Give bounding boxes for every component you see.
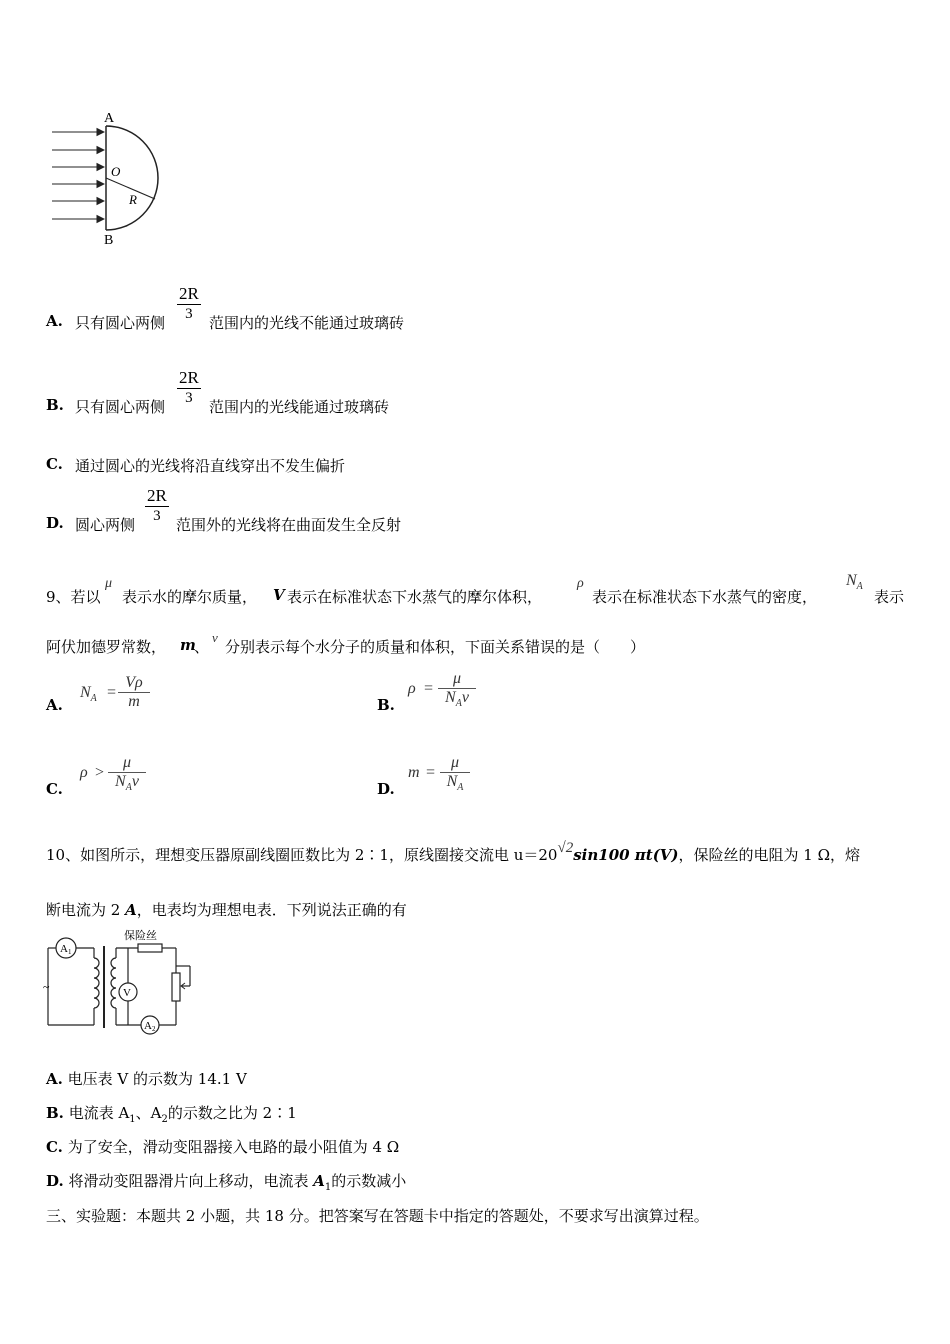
option-sub-2: 2 xyxy=(161,1114,168,1125)
q10-option-b xyxy=(46,1102,297,1125)
option-letter: A. xyxy=(46,1070,63,1088)
fraction-den-letter: N xyxy=(115,773,126,790)
q9-na-symbol xyxy=(846,572,863,592)
q9-line2-a: 阿伏加德罗常数， xyxy=(46,638,167,656)
option-mid: 、A xyxy=(135,1104,162,1122)
fraction-den-sub: A xyxy=(455,698,462,710)
label-a: A xyxy=(104,111,115,126)
section-3-heading: 三、实验题：本题共 2 小题，共 18 分。把答案写在答题卡中指定的答题处，不要求写出演算过程。 xyxy=(46,1207,709,1225)
q8-option-c-text: 通过圆心的光线将沿直线穿出不发生偏折 xyxy=(75,457,346,475)
q9-option-c-letter: C. xyxy=(46,780,63,798)
label-o: O xyxy=(111,164,121,179)
a1-letter: A xyxy=(60,943,68,955)
ac-source-symbol: ~ xyxy=(43,980,50,994)
q9-option-d-op: = xyxy=(425,764,436,781)
label-r: R xyxy=(129,192,137,207)
q9-text-1: 表示水的摩尔质量， xyxy=(122,588,258,606)
fraction-den-sub: A xyxy=(457,782,464,794)
lhs-sub: A xyxy=(90,693,97,705)
q8-option-d-pre: 圆心两侧 xyxy=(75,516,136,534)
q9-text-4: 表示 xyxy=(874,588,905,606)
transformer-circuit-figure xyxy=(42,928,202,1040)
q9-option-b-letter: B. xyxy=(377,696,395,714)
q10-option-a xyxy=(46,1068,247,1089)
option-pre: 将滑动变阻器滑片向上移动，电流表 xyxy=(68,1172,314,1190)
fraction-den-letter: N xyxy=(446,773,458,790)
option-letter: D. xyxy=(46,1172,64,1190)
option-sub-1: 1 xyxy=(129,1114,136,1125)
option-pre: 电流表 A xyxy=(68,1104,130,1122)
q10-line1 xyxy=(46,840,861,865)
fraction-numerator: μ xyxy=(452,670,462,687)
q9-option-a-op: = xyxy=(106,684,117,701)
na-letter: N xyxy=(846,572,857,589)
ammeter-a2-label xyxy=(144,1020,156,1033)
semicircle-glass-figure xyxy=(44,108,174,250)
q8-option-a-fraction xyxy=(177,284,201,323)
q9-option-d-lhs: m xyxy=(408,764,420,781)
label-b: B xyxy=(104,233,114,248)
q8-option-a-letter: A. xyxy=(46,312,63,330)
q10-line1-c: ，保险丝的电阻为 1 Ω，熔 xyxy=(678,846,861,864)
q10-line1-a: 10、如图所示，理想变压器原副线圈匝数比为 2∶1，原线圈接交流电 u＝20 xyxy=(46,846,558,864)
a2-letter: A xyxy=(144,1020,152,1032)
fraction-den-letter: N xyxy=(445,689,456,706)
q9-v-symbol: V xyxy=(273,586,285,604)
a1-sub: 1 xyxy=(67,948,72,956)
fraction-numerator: Vρ xyxy=(125,674,143,691)
fraction-numerator: 2R xyxy=(179,368,199,387)
q9-sep: 、 xyxy=(194,638,210,656)
q9-option-a-lhs xyxy=(80,684,97,704)
q10-sqrt: √2 xyxy=(557,840,574,856)
q9-option-b-fraction xyxy=(438,670,476,709)
fraction-den-sub: A xyxy=(125,782,132,794)
q9-rho-symbol: ρ xyxy=(577,576,584,591)
na-sub: A xyxy=(856,581,863,593)
q9-option-a-fraction xyxy=(118,674,150,711)
a2-sub: 2 xyxy=(151,1025,156,1033)
q8-option-b-post: 范围内的光线能通过玻璃砖 xyxy=(209,398,390,416)
fuse-label: 保险丝 xyxy=(124,930,157,942)
q8-option-b-letter: B. xyxy=(46,396,64,414)
option-text: 电压表 V 的示数为 14.1 V xyxy=(67,1070,247,1088)
option-letter: C. xyxy=(46,1138,63,1156)
option-sub-1: 1 xyxy=(324,1182,332,1193)
q9-option-b-op: = xyxy=(423,680,434,697)
q9-line2-b: 分别表示每个水分子的质量和体积，下面关系错误的是（ ） xyxy=(225,638,646,656)
ammeter-a1-label xyxy=(60,943,72,956)
fraction-denominator: 3 xyxy=(153,508,161,524)
fraction-den-tail: v xyxy=(461,689,469,706)
q9-prefix: 9、若以 xyxy=(46,588,101,606)
q8-option-d-letter: D. xyxy=(46,514,64,532)
q9-option-d-fraction xyxy=(440,754,470,793)
q8-option-c-letter: C. xyxy=(46,455,63,473)
q9-v-small-symbol: v xyxy=(212,630,218,645)
option-letter: B. xyxy=(46,1104,64,1122)
q9-m-symbol: m xyxy=(180,636,196,654)
q10-line2-b: ，电表均为理想电表．下列说法正确的有 xyxy=(136,901,407,919)
q8-option-a-pre: 只有圆心两侧 xyxy=(75,314,166,332)
option-text: 为了安全，滑动变阻器接入电路的最小阻值为 4 Ω xyxy=(67,1138,400,1156)
q10-line2-amp: A xyxy=(125,901,137,919)
fraction-den-tail: v xyxy=(131,773,139,790)
q10-option-d xyxy=(46,1170,406,1193)
lhs-letter: N xyxy=(80,684,91,701)
fraction-numerator: μ xyxy=(450,754,460,771)
fraction-numerator: μ xyxy=(122,754,132,771)
voltmeter-label: V xyxy=(123,987,131,999)
q8-option-d-post: 范围外的光线将在曲面发生全反射 xyxy=(176,516,402,534)
q9-option-c-fraction xyxy=(108,754,146,793)
q9-option-b-lhs: ρ xyxy=(408,680,416,697)
q8-option-a-post: 范围内的光线不能通过玻璃砖 xyxy=(209,314,405,332)
fraction-numerator: 2R xyxy=(147,486,167,505)
q8-option-b-pre: 只有圆心两侧 xyxy=(75,398,166,416)
q10-line2 xyxy=(46,899,407,920)
fraction-denominator: m xyxy=(128,693,140,710)
fraction-denominator: 3 xyxy=(185,306,193,322)
q9-option-a-letter: A. xyxy=(46,696,63,714)
q9-mu-symbol: μ xyxy=(105,576,113,591)
q8-option-b-fraction xyxy=(177,368,201,407)
option-post: 的示数之比为 2∶1 xyxy=(167,1104,297,1122)
q9-text-2: 表示在标准状态下水蒸气的摩尔体积， xyxy=(287,588,543,606)
option-post: 的示数减小 xyxy=(331,1172,407,1190)
fraction-denominator: 3 xyxy=(185,390,193,406)
q10-line1-b: sin100 πt(V) xyxy=(573,846,679,864)
q9-text-3: 表示在标准状态下水蒸气的密度， xyxy=(592,588,818,606)
q8-option-d-fraction xyxy=(145,486,169,525)
option-amp: A xyxy=(313,1172,325,1190)
fraction-numerator: 2R xyxy=(179,284,199,303)
q9-option-c-op: > xyxy=(94,764,105,781)
q9-option-c-lhs: ρ xyxy=(80,764,88,781)
q10-option-c xyxy=(46,1136,399,1157)
q10-line2-a: 断电流为 2 xyxy=(46,901,126,919)
q9-option-d-letter: D. xyxy=(377,780,395,798)
